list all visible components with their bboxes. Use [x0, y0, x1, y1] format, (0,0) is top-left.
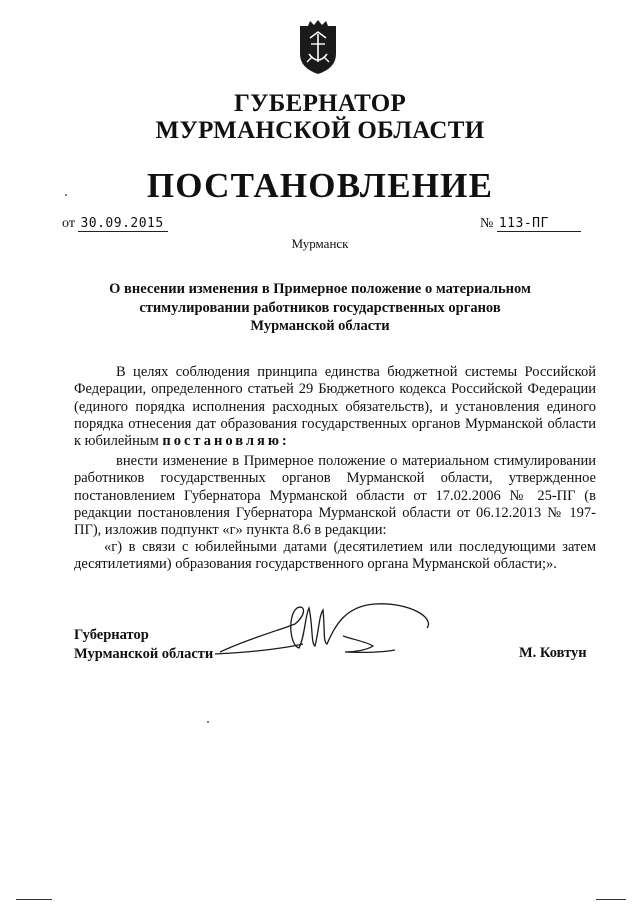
signatory-title: [74, 626, 213, 664]
scan-dot: [65, 194, 67, 196]
coat-of-arms-icon: [296, 18, 340, 76]
number-field: [480, 216, 581, 232]
signatory-title-line: Губернатор: [74, 627, 149, 643]
body-paragraph-decision: внести изменение в Примерное положение о материальном стимулировании работников государственных органов Мурманской области, утвержденное постановлением Губернатора Мурманской области от 17.02.2006 № 25-ПГ (в редакции постановления Губернатора Мурманской области от 06.12.2013 № 197-ПГ), изложив подпункт «г» пункта 8.6 в редакции:: [74, 453, 596, 539]
scan-edge-mark: [16, 899, 52, 900]
body-paragraph-preamble: [74, 364, 596, 450]
document-subject: [90, 280, 550, 336]
scan-edge-mark: [596, 899, 626, 900]
date-prefix: от: [62, 216, 75, 231]
authority-title-line2: МУРМАНСКОЙ ОБЛАСТИ: [155, 117, 485, 144]
scan-dot: [207, 721, 209, 723]
signatory-title-line: Мурманской области: [74, 646, 214, 662]
number-value: 113-ПГ: [497, 216, 581, 232]
body-paragraph-quote: «г) в связи с юбилейными датами (десятилетием или последующими затем десятилетиями) образования государственного органа Мурманской области;».: [74, 539, 596, 573]
date-value: 30.09.2015: [78, 216, 168, 232]
number-prefix: №: [480, 216, 494, 231]
subject-line: стимулировании работников государственных органов: [139, 299, 501, 316]
signatory-name: М. Ковтун: [519, 645, 587, 661]
city: Мурманск: [291, 236, 349, 251]
preamble-text: В целях соблюдения принципа единства бюджетной системы Российской Федерации, определенного статьей 29 Бюджетного кодекса Российской Федерации (единого порядка исполнения расходных обязательств), и установления единого порядка отнесения дат образования государственных органов Мурманской области к юбилейным: [74, 364, 596, 450]
authority-title-line1: ГУБЕРНАТОР: [233, 90, 407, 117]
decree-word: постановляю:: [162, 433, 290, 450]
date-field: [62, 216, 168, 232]
document-type: ПОСТАНОВЛЕНИЕ: [146, 166, 494, 205]
subject-line: О внесении изменения в Примерное положение о материальном: [109, 281, 531, 297]
subject-line: Мурманской области: [250, 318, 390, 334]
handwritten-signature-icon: [195, 596, 445, 666]
